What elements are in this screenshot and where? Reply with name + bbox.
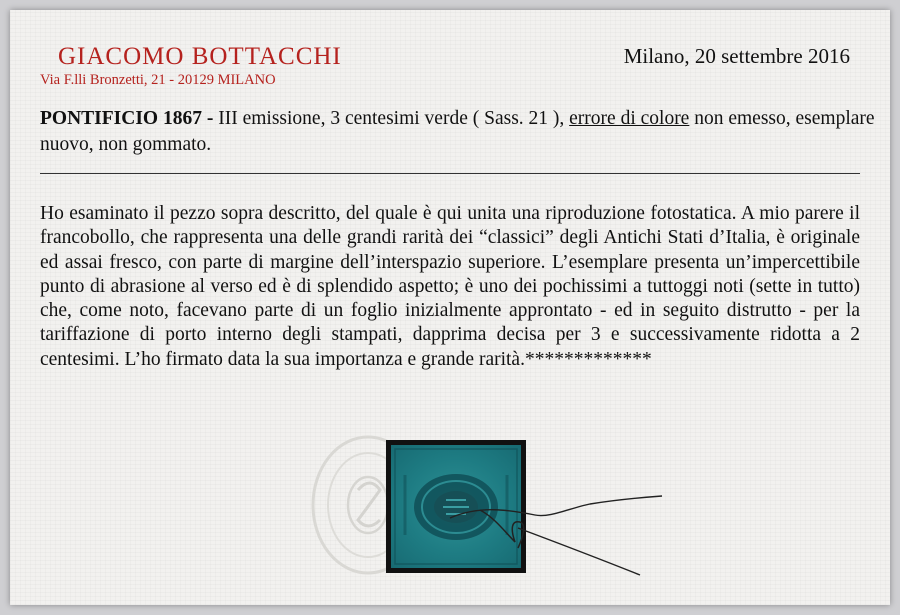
subject-line: [40, 106, 875, 158]
subject-description: III emissione, 3 centesimi verde ( Sass. 21 ),: [218, 108, 570, 129]
letterhead-address: Via F.lli Bronzetti, 21 - 20129 MILANO: [40, 72, 276, 88]
signature-icon: [440, 480, 670, 590]
place-date: Milano, 20 settembre 2016: [623, 44, 850, 68]
subject-title: PONTIFICIO 1867: [40, 108, 202, 129]
divider: [40, 173, 860, 174]
letterhead-name: GIACOMO BOTTACCHI: [58, 43, 342, 70]
certificate-body: [40, 202, 860, 372]
certificate-sheet: [10, 10, 890, 605]
subject-highlight: errore di colore: [569, 108, 690, 129]
subject-rest: non emesso, esemplare nuovo, non gommato.: [40, 108, 875, 155]
subject-separator: -: [201, 108, 219, 129]
body-paragraph: Ho esaminato il pezzo sopra descritto, del quale è qui unita una riproduzione fotostatica. A mio parere il francobollo, che rappresenta una delle grandi rarità dei “classici” degli Antichi Stati d’Italia, è originale ed assai fresco, con parte di margine dell’interspazio superiore. L’esemplare presenta un’impercettibile punto di abrasione al verso ed è di splendido aspetto; è uno dei pochissimi a tuttoggi noti (sette in tutto) che, come noto, facevano parte di un foglio inizialmente approntato - ed in seguito distrutto - per la tariffazione di porto interno degli stampati, dapprima decisa per 3 e successivamente ridotta a 2 centesimi. L’ho firmato data la sua importanza e grande rarità.*************: [40, 203, 860, 370]
